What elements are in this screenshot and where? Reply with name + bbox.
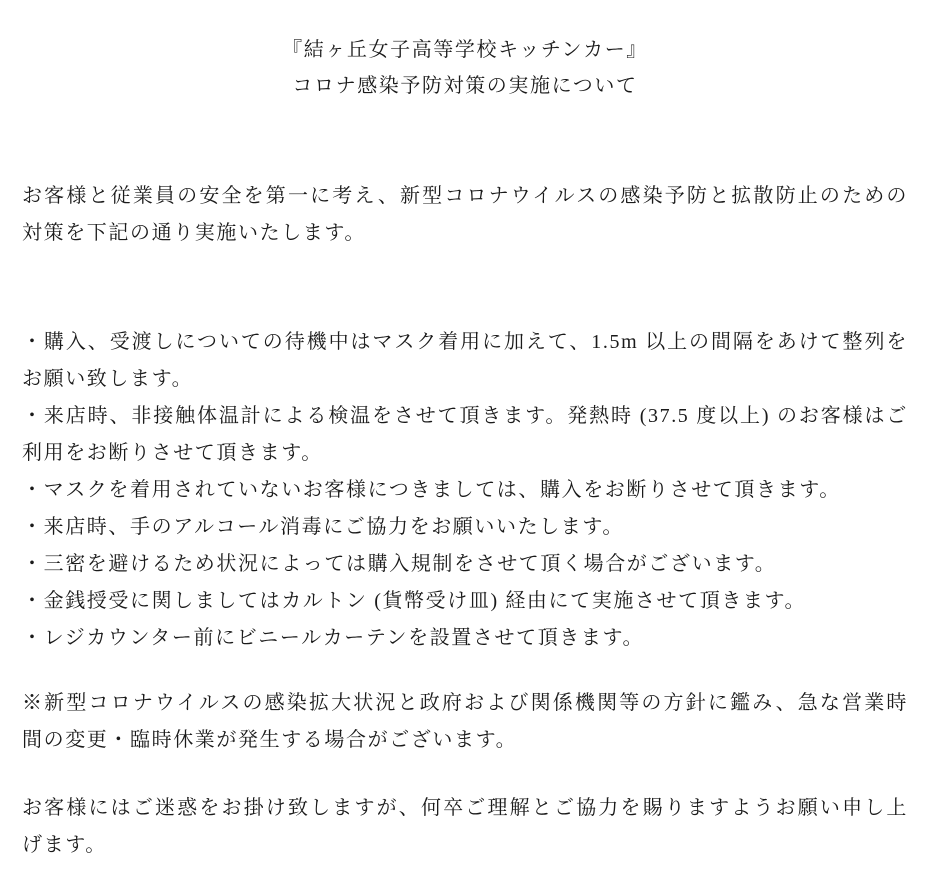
- note-paragraph: [22, 685, 908, 759]
- measure-item-cash-tray: [22, 583, 908, 620]
- document-title: [22, 32, 908, 104]
- measure-item-temperature-check: [22, 398, 908, 472]
- measure-line: ・三密を避けるため状況によっては購入規制をさせて頂く場合がございます。: [22, 553, 777, 575]
- intro-line-1: お客様と従業員の安全を第一に考え、新型コロナウイルスの感染予防と拡散防止のための: [22, 185, 908, 207]
- intro-line-2: 対策を下記の通り実施いたします。: [22, 222, 366, 244]
- measure-line: ・購入、受渡しについての待機中はマスク着用に加えて、1.5m 以上の間隔をあけて整列を: [22, 331, 908, 353]
- intro-paragraph: [22, 178, 908, 252]
- measure-line: ・レジカウンター前にビニールカーテンを設置させて頂きます。: [22, 627, 645, 649]
- measure-line: ・来店時、手のアルコール消毒にご協力をお願いいたします。: [22, 516, 624, 538]
- measure-item-purchase-limits: [22, 546, 908, 583]
- measures-list: [22, 324, 908, 657]
- closing-line-2: げます。: [22, 834, 107, 856]
- closing-line-1: お客様にはご迷惑をお掛け致しますが、何卒ご理解とご協力を賜りますようお願い申し上: [22, 797, 908, 819]
- closing-paragraph: [22, 790, 908, 864]
- title-line-1: 『結ヶ丘女子高等学校キッチンカー』: [282, 39, 648, 61]
- title-line-2: コロナ感染予防対策の実施について: [292, 75, 638, 97]
- measure-line: ・来店時、非接触体温計による検温をさせて頂きます。発熱時 (37.5 度以上) のお客様はご: [22, 405, 908, 427]
- measure-item-mask-required: [22, 472, 908, 509]
- measure-line: お願い致します。: [22, 368, 194, 390]
- measure-item-vinyl-curtain: [22, 620, 908, 657]
- note-line-2: 間の変更・臨時休業が発生する場合がございます。: [22, 729, 518, 751]
- measure-line: ・金銭授受に関しましてはカルトン (貨幣受け皿) 経由にて実施させて頂きます。: [22, 590, 807, 612]
- measure-line: 利用をお断りさせて頂きます。: [22, 442, 323, 464]
- note-line-1: ※新型コロナウイルスの感染拡大状況と政府および関係機関等の方針に鑑み、急な営業時: [22, 692, 908, 714]
- measure-line: ・マスクを着用されていないお客様につきましては、購入をお断りさせて頂きます。: [22, 479, 841, 501]
- measure-item-hand-sanitizer: [22, 509, 908, 546]
- measure-item-distancing: [22, 324, 908, 398]
